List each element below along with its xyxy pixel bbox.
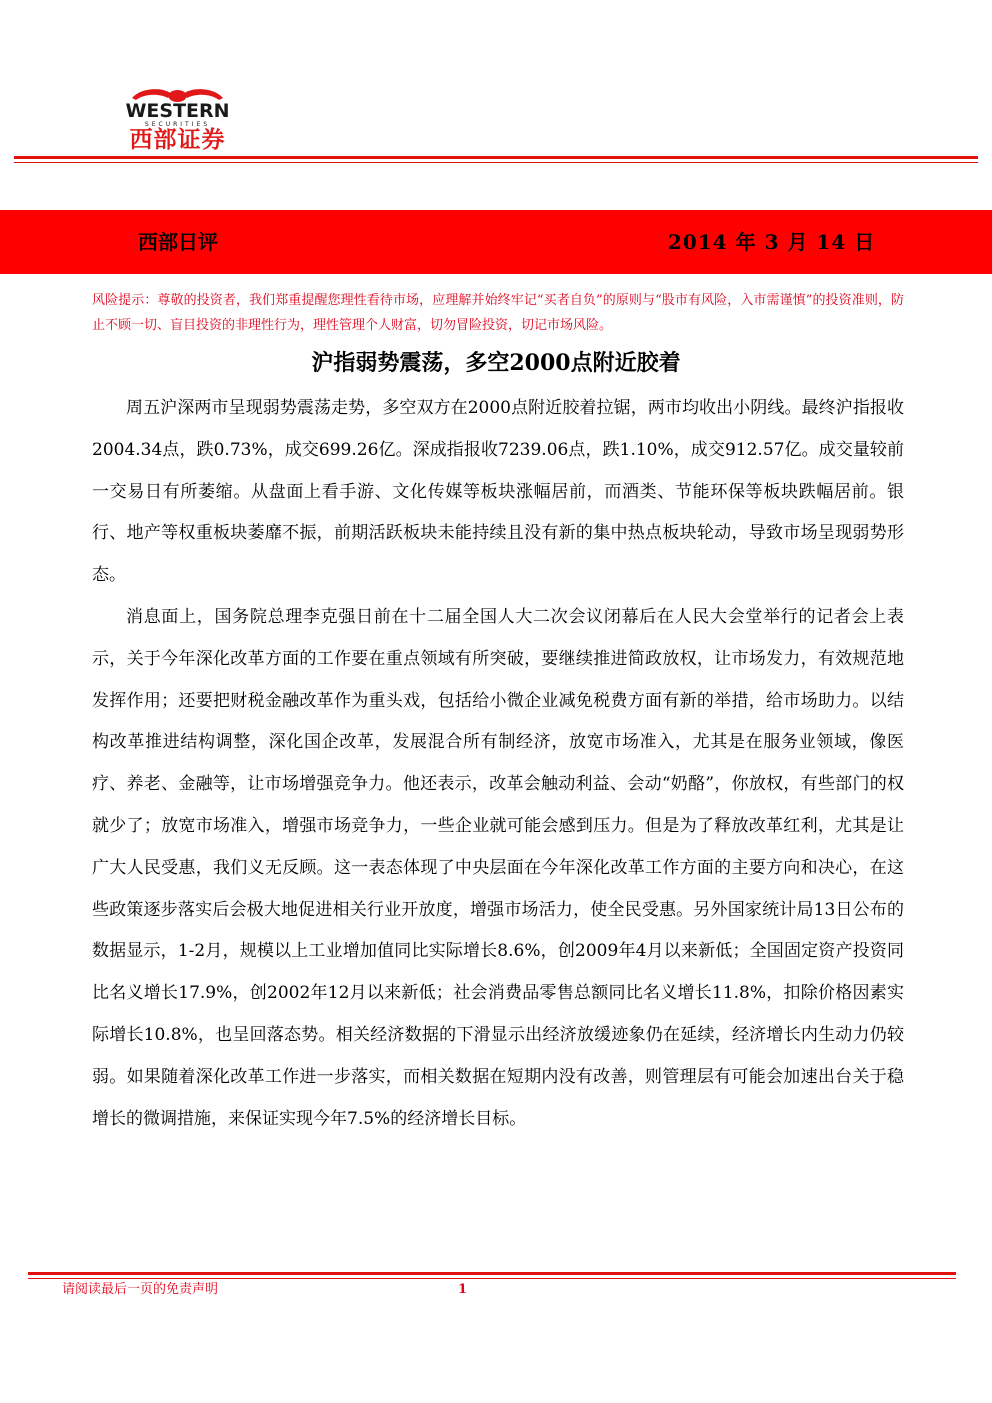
footer-rule-thick (28, 1272, 956, 1275)
logo-chinese: 西部证券 (129, 127, 226, 153)
page-number: 1 (458, 1282, 468, 1297)
logo-english: WESTERN (125, 100, 230, 122)
report-name: 西部日评 (138, 230, 218, 254)
article-paragraph: 消息面上，国务院总理李克强日前在十二届全国人大二次会议闭幕后在人民大会堂举行的记者会上表示，关于今年深化改革方面的工作要在重点领域有所突破，要继续推进简政放权，让市场发力，有效规范地发挥作用；还要把财税金融改革作为重头戏，包括给小微企业减免税费方面有新的举措，给市场助力。以结构改革推进结构调整，深化国企改革，发展混合所有制经济，放宽市场准入，尤其是在服务业领域，像医疗、养老、金融等，让市场增强竞争力。他还表示，改革会触动利益、会动“奶酪”，你放权，有些部门的权就少了；放宽市场准入，增强市场竞争力，一些企业就可能会感到压力。但是为了释放改革红利，尤其是让广大人民受惠，我们义无反顾。这一表态体现了中央层面在今年深化改革工作方面的主要方向和决心，在这些政策逐步落实后会极大地促进相关行业开放度，增强市场活力，使全民受惠。另外国家统计局13日公布的数据显示，1-2月，规模以上工业增加值同比实际增长8.6%，创2009年4月以来新低；全国固定资产投资同比名义增长17.9%，创2002年12月以来新低；社会消费品零售总额同比名义增长11.8%，扣除价格因素实际增长10.8%，也呈回落态势。相关经济数据的下滑显示出经济放缓迹象仍在延续，经济增长内生动力仍较弱。如果随着深化改革工作进一步落实，而相关数据在短期内没有改善，则管理层有可能会加速出台关于稳增长的微调措施，来保证实现今年7.5%的经济增长目标。 (92, 606, 904, 1129)
disclaimer-note: 请阅读最后一页的免责声明 (62, 1282, 219, 1297)
header-rule-thin (14, 162, 978, 163)
company-logo (110, 84, 245, 156)
article-body (92, 388, 904, 1140)
logo-subtitle: SECURITIES (144, 121, 211, 128)
footer-rule-thin (28, 1278, 956, 1279)
article-paragraph: 周五沪深两市呈现弱势震荡走势，多空双方在2000点附近胶着拉锯，两市均收出小阴线。最终沪指报收2004.34点，跌0.73%，成交699.26亿。深成指报收7239.06点，跌1.10%，成交912.57亿。成交量较前一交易日有所萎缩。从盘面上看手游、文化传媒等板块涨幅居前，而酒类、节能环保等板块跌幅居前。银行、地产等权重板块萎靡不振，前期活跃板块未能持续且没有新的集中热点板块轮动，导致市场呈现弱势形态。 (92, 398, 904, 586)
report-date: 2014 年 3 月 14 日 (668, 230, 876, 254)
header-rule-thick (14, 156, 978, 159)
risk-notice: 风险提示：尊敬的投资者，我们郑重提醒您理性看待市场，应理解并始终牢记“买者自负”的原则与“股市有风险，入市需谨慎”的投资准则，防止不顾一切、盲目投资的非理性行为，理性管理个人财富，切勿冒险投资，切记市场风险。 (92, 293, 904, 333)
article-title: 沪指弱势震荡，多空2000点附近胶着 (311, 350, 681, 376)
